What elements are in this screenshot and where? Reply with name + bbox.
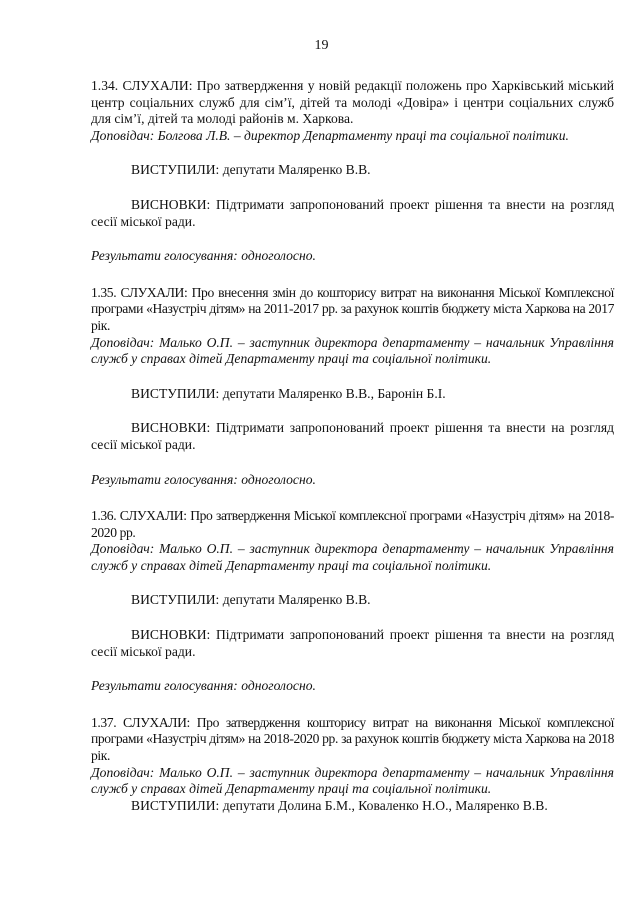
item-speaker: Доповідач: Малько О.П. – заступник директора департаменту – начальник Управління служб у справах дітей Департаменту праці та соціальної політики. (91, 541, 614, 573)
item-heard: 1.35. СЛУХАЛИ: Про внесення змін до кошторису витрат на виконання Міської Комплексної програми «Назустріч дітям» на 2011-2017 рр. за рахунок коштів бюджету міста Харкова на 2017 рік. (91, 284, 614, 333)
item-heard: 1.36. СЛУХАЛИ: Про затвердження Міської комплексної програми «Назустріч дітям» на 2018-2020 рр. (91, 508, 614, 540)
item-spoke: ВИСТУПИЛИ: депутати Маляренко В.В. (131, 592, 371, 608)
item-conclusion: ВИСНОВКИ: Підтримати запропонований проект рішення та внести на розгляд сесії міської ради. (91, 627, 614, 659)
item-speaker: Доповідач: Малько О.П. – заступник директора департаменту – начальник Управління служб у справах дітей Департаменту праці та соціальної політики. (91, 334, 614, 367)
item-vote: Результати голосування: одноголосно. (91, 678, 316, 694)
item-spoke: ВИСТУПИЛИ: депутати Маляренко В.В. (131, 162, 371, 178)
item-speaker: Доповідач: Болгова Л.В. – директор Департаменту праці та соціальної політики. (91, 127, 569, 143)
item-spoke: ВИСТУПИЛИ: депутати Долина Б.М., Коваленко Н.О., Маляренко В.В. (131, 797, 548, 813)
minutes-content (91, 78, 614, 814)
item-heard: 1.34. СЛУХАЛИ: Про затвердження у новій редакції положень про Харківський міський центр соціальних служб для сім’ї, дітей та молоді «Довіра» і центри соціальних служб для сім’ї, дітей та молоді районів м. Харкова. (91, 78, 614, 127)
item-heard: 1.37. СЛУХАЛИ: Про затвердження кошторису витрат на виконання Міської комплексної програми «Назустріч дітям» на 2018-2020 рр. за рахунок коштів бюджету міста Харкова на 2018 рік. (91, 714, 614, 764)
page-number: 19 (314, 38, 329, 53)
item-conclusion: ВИСНОВКИ: Підтримати запропонований проект рішення та внести на розгляд сесії міської ради. (91, 196, 614, 229)
item-vote: Результати голосування: одноголосно. (91, 248, 316, 264)
item-speaker: Доповідач: Малько О.П. – заступник директора департаменту – начальник Управління служб у справах дітей Департаменту праці та соціальної політики. (91, 764, 614, 797)
item-conclusion: ВИСНОВКИ: Підтримати запропонований проект рішення та внести на розгляд сесії міської ради. (91, 420, 614, 452)
item-spoke: ВИСТУПИЛИ: депутати Маляренко В.В., Баронін Б.І. (131, 385, 446, 401)
item-vote: Результати голосування: одноголосно. (91, 471, 316, 487)
